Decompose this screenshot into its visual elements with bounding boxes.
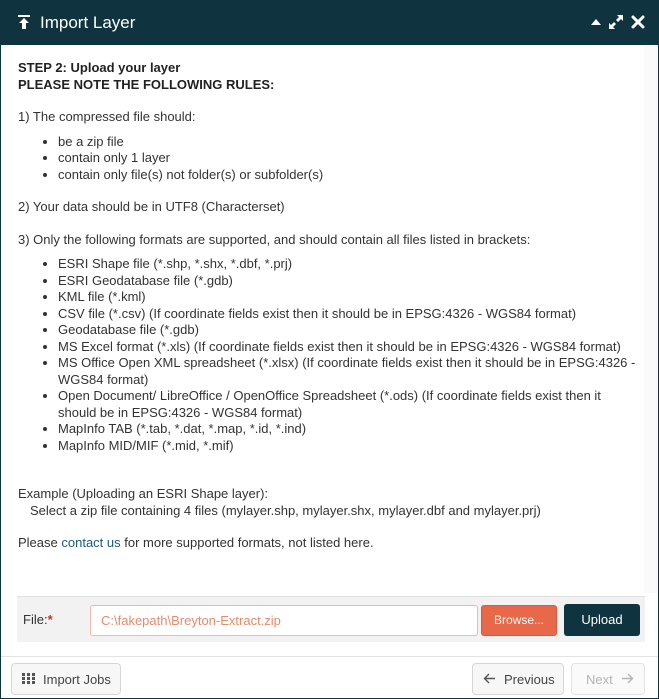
previous-label: Previous (504, 671, 555, 687)
rule-1-list (18, 134, 642, 184)
scrollbar[interactable] (644, 46, 658, 593)
import-jobs-button[interactable] (11, 663, 121, 695)
list-item: • MS Office Open XML spreadsheet (*.xlsx) (If coordinate fields exist then it should be in EPSG:4326 - WGS84 format) (58, 355, 636, 388)
arrow-left-icon (483, 672, 496, 687)
contact-prefix: Please (18, 535, 58, 550)
title-bar[interactable] (1, 1, 658, 45)
rule-3-intro: 3) Only the following formats are supported, and should contain all files listed in brackets: (18, 231, 531, 247)
file-path-input[interactable]: C:\fakepath\Breyton-Extract.zip (90, 605, 478, 636)
window-title: Import Layer (40, 13, 136, 32)
file-label: File:* (23, 612, 53, 627)
rule-1-intro: 1) The compressed file should: (18, 109, 196, 124)
list-item: • contain only 1 layer (58, 150, 642, 167)
list-item: • KML file (*.kml) (58, 289, 636, 306)
contact-us-link[interactable]: contact us (61, 535, 121, 550)
collapse-icon[interactable] (587, 13, 605, 31)
rule-3-list (18, 256, 642, 454)
list-item: • ESRI Geodatabase file (*.gdb) (58, 273, 636, 290)
list-item: • Geodatabase file (*.gdb) (58, 322, 636, 339)
list-item: • CSV file (*.csv) (If coordinate fields exist then it should be in EPSG:4326 - WGS84 format) (58, 306, 636, 323)
list-item: • ESRI Shape file (*.shp, *.shx, *.dbf, *.prj) (58, 256, 636, 273)
example-title: Example (Uploading an ESRI Shape layer): (18, 486, 269, 501)
upload-button[interactable]: Upload (564, 604, 640, 636)
list-item: • Open Document/ LibreOffice / OpenOffice Spreadsheet (*.ods) (If coordinate fields exist then it should be in EPSG:4326 - WGS84 format) (58, 388, 636, 421)
rules-title: PLEASE NOTE THE FOLLOWING RULES: (18, 76, 275, 92)
next-label: Next (586, 671, 613, 687)
browse-button[interactable]: Browse... (481, 605, 557, 636)
list-item: • contain only file(s) not folder(s) or subfolder(s) (58, 167, 642, 184)
list-item: • MapInfo TAB (*.tab, *.dat, *.map, *.id, *.ind) (58, 421, 636, 438)
instructions-panel (2, 46, 642, 593)
list-icon (22, 672, 35, 687)
step-title: STEP 2: Upload your layer (18, 60, 181, 75)
previous-button[interactable] (472, 663, 564, 695)
list-item: • MS Excel format (*.xls) (If coordinate fields exist then it should be in EPSG:4326 - WGS84 format) (58, 339, 636, 356)
upload-icon (17, 14, 31, 32)
rule-2: 2) Your data should be in UTF8 (Characterset) (18, 199, 285, 214)
import-jobs-label: Import Jobs (43, 671, 111, 687)
list-item: • be a zip file (58, 134, 642, 151)
required-mark: * (47, 612, 53, 627)
example-text: Select a zip file containing 4 files (mylayer.shp, mylayer.shx, mylayer.dbf and mylayer.prj) (30, 502, 541, 518)
maximize-icon[interactable] (607, 13, 625, 31)
close-icon[interactable] (629, 13, 647, 31)
upload-bar (17, 596, 645, 642)
contact-suffix: for more supported formats, not listed here. (124, 535, 374, 550)
arrow-right-icon (621, 672, 634, 687)
footer (1, 656, 658, 698)
contact-line (18, 535, 642, 552)
list-item: • MapInfo MID/MIF (*.mid, *.mif) (58, 438, 636, 455)
next-button[interactable] (571, 663, 645, 695)
